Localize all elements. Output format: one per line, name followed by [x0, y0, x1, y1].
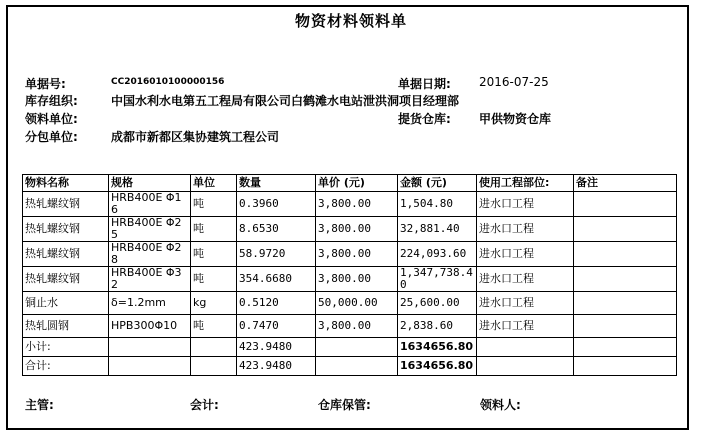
location-cell: 进水口工程 [477, 242, 574, 267]
spec-cell: HPB300Φ10 [109, 315, 191, 338]
material-name-cell: 热轧螺纹钢 [23, 217, 109, 242]
remark-cell [574, 292, 677, 315]
empty-cell [109, 357, 191, 376]
quantity-cell: 58.9720 [237, 242, 316, 267]
doc-no-value: CC2016010100000156 [111, 77, 225, 87]
doc-no-label: 单据号: [25, 77, 66, 91]
warehouse-label: 提货仓库: [398, 112, 451, 126]
remark-cell [574, 217, 677, 242]
unit-cell: 吨 [191, 242, 237, 267]
amount-cell: 2,838.60 [398, 315, 477, 338]
table-row [23, 267, 677, 292]
stock-org-label: 库存组织: [25, 94, 78, 108]
remark-cell [574, 267, 677, 292]
empty-cell [574, 357, 677, 376]
location-cell: 进水口工程 [477, 217, 574, 242]
supervisor-signature-label: 主管: [25, 398, 54, 412]
spec-cell: HRB400E Φ32 [109, 267, 191, 292]
material-name-cell: 热轧螺纹钢 [23, 267, 109, 292]
quantity-cell: 8.6530 [237, 217, 316, 242]
location-cell: 进水口工程 [477, 315, 574, 338]
remark-cell [574, 192, 677, 217]
total-quantity: 423.9480 [237, 357, 316, 376]
quantity-cell: 0.5120 [237, 292, 316, 315]
table-row [23, 192, 677, 217]
total-row [23, 357, 677, 376]
unit-price-cell: 3,800.00 [316, 267, 398, 292]
column-header: 单位 [191, 175, 237, 192]
warehouse-value: 甲供物资仓库 [479, 112, 552, 126]
material-name-cell: 热轧螺纹钢 [23, 242, 109, 267]
subtotal-label: 小计: [23, 338, 109, 357]
total-label: 合计: [23, 357, 109, 376]
column-header: 规格 [109, 175, 191, 192]
warehouse-keeper-signature-label: 仓库保管: [318, 398, 371, 412]
empty-cell [316, 357, 398, 376]
column-header: 物料名称 [23, 175, 109, 192]
empty-cell [574, 338, 677, 357]
stock-org-value: 中国水利水电第五工程局有限公司白鹤滩水电站泄洪洞项目经理部 [111, 94, 460, 108]
unit-price-cell: 3,800.00 [316, 242, 398, 267]
table-row [23, 315, 677, 338]
spec-cell: HRB400E Φ16 [109, 192, 191, 217]
amount-cell: 1,504.80 [398, 192, 477, 217]
unit-cell: 吨 [191, 315, 237, 338]
remark-cell [574, 315, 677, 338]
table-row [23, 292, 677, 315]
doc-date-label: 单据日期: [398, 77, 451, 91]
location-cell: 进水口工程 [477, 292, 574, 315]
empty-cell [477, 357, 574, 376]
materials-table [22, 174, 677, 376]
column-header: 使用工程部位: [477, 175, 574, 192]
receiver-signature-label: 领料人: [480, 398, 521, 412]
total-amount: 1634656.80 [398, 357, 477, 376]
spec-cell: HRB400E Φ25 [109, 217, 191, 242]
column-header: 数量 [237, 175, 316, 192]
amount-cell: 1,347,738.40 [398, 267, 477, 292]
column-header: 金额 (元) [398, 175, 477, 192]
spec-cell: δ=1.2mm [109, 292, 191, 315]
unit-cell: 吨 [191, 217, 237, 242]
quantity-cell: 0.7470 [237, 315, 316, 338]
amount-cell: 25,600.00 [398, 292, 477, 315]
accountant-signature-label: 会计: [190, 398, 219, 412]
unit-price-cell: 3,800.00 [316, 217, 398, 242]
document-title: 物资材料领料单 [294, 12, 407, 30]
table-row [23, 242, 677, 267]
empty-cell [316, 338, 398, 357]
spec-cell: HRB400E Φ28 [109, 242, 191, 267]
subtotal-row [23, 338, 677, 357]
unit-cell: 吨 [191, 192, 237, 217]
subtotal-quantity: 423.9480 [237, 338, 316, 357]
unit-price-cell: 3,800.00 [316, 315, 398, 338]
location-cell: 进水口工程 [477, 267, 574, 292]
column-header: 备注 [574, 175, 677, 192]
sub-unit-label: 分包单位: [25, 130, 78, 144]
amount-cell: 32,881.40 [398, 217, 477, 242]
material-name-cell: 铜止水 [23, 292, 109, 315]
subtotal-amount: 1634656.80 [398, 338, 477, 357]
quantity-cell: 0.3960 [237, 192, 316, 217]
unit-cell: 吨 [191, 267, 237, 292]
amount-cell: 224,093.60 [398, 242, 477, 267]
unit-price-cell: 50,000.00 [316, 292, 398, 315]
unit-cell: kg [191, 292, 237, 315]
empty-cell [109, 338, 191, 357]
unit-price-cell: 3,800.00 [316, 192, 398, 217]
material-name-cell: 热轧圆钢 [23, 315, 109, 338]
material-name-cell: 热轧螺纹钢 [23, 192, 109, 217]
location-cell: 进水口工程 [477, 192, 574, 217]
sub-unit-value: 成都市新都区集协建筑工程公司 [111, 130, 280, 144]
doc-date-value: 2016-07-25 [479, 75, 549, 89]
column-header: 单价 (元) [316, 175, 398, 192]
empty-cell [477, 338, 574, 357]
empty-cell [191, 357, 237, 376]
empty-cell [191, 338, 237, 357]
table-row [23, 217, 677, 242]
remark-cell [574, 242, 677, 267]
dept-label: 领料单位: [25, 112, 78, 126]
quantity-cell: 354.6680 [237, 267, 316, 292]
table-header-row [23, 175, 677, 192]
